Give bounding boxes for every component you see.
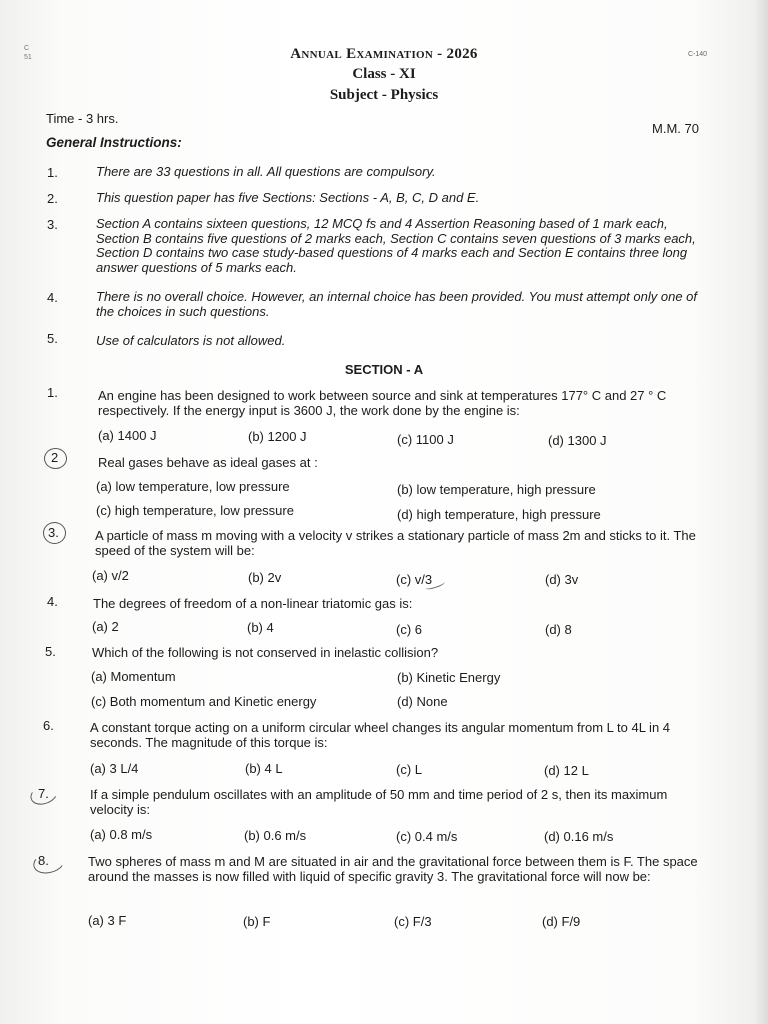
instruction-text: Section A contains sixteen questions, 12 MCQ fs and 4 Assertion Reasoning based of 1 mark each, Section B contains five questions of 2 marks each, Section C contains seven questions of 3 marks each, Section D contains two case study-based questions of 4 marks each and Section E contains three long answer questions of 5 marks each. [96, 216, 696, 275]
option-c: (c) 0.4 m/s [396, 829, 458, 844]
question-text: The degrees of freedom of a non-linear triatomic gas is: [93, 596, 413, 611]
option-a: (a) 0.8 m/s [90, 827, 153, 842]
option-a: (a) 3 F [88, 913, 127, 928]
question-number: 7. [38, 786, 49, 801]
exam-title: Annual Examination - 2026 [290, 46, 478, 62]
question-text: A constant torque acting on a uniform circular wheel changes its angular momentum from L to 4L in 4 seconds. The magnitude of this torque is: [90, 720, 671, 750]
option-b: (b) Kinetic Energy [397, 670, 501, 685]
option-d: (d) 1300 J [548, 433, 607, 448]
question-number: 6. [43, 718, 54, 733]
instruction-text: This question paper has five Sections: Sections - A, B, C, D and E. [96, 190, 480, 205]
instruction-number: 3. [47, 217, 58, 232]
option-c: (c) L [396, 762, 422, 777]
option-d: (d) 0.16 m/s [544, 829, 614, 844]
max-marks-label: M.M. 70 [652, 121, 699, 136]
option-c: (c) v/3 [396, 572, 433, 587]
margin-note: C 51 [24, 45, 32, 61]
class-heading: Class - XI [352, 66, 416, 82]
subject-heading: Subject - Physics [329, 87, 439, 103]
option-a: (a) low temperature, low pressure [96, 479, 290, 494]
option-a: (a) v/2 [92, 568, 129, 583]
question-number: 2 [51, 450, 59, 465]
paper-code: C-140 [688, 51, 708, 58]
instruction-number: 2. [47, 191, 58, 206]
option-b: (b) 4 [247, 620, 274, 635]
option-d: (d) None [397, 694, 448, 709]
option-b: (b) 2v [248, 570, 282, 585]
option-a: (a) 1400 J [98, 428, 157, 443]
question-number: 5. [45, 644, 56, 659]
option-c: (c) Both momentum and Kinetic energy [91, 694, 317, 709]
question-text: Which of the following is not conserved in inelastic collision? [92, 645, 439, 660]
option-c: (c) 1100 J [397, 432, 454, 447]
option-d: (d) 3v [545, 572, 579, 587]
section-heading: SECTION - A [344, 362, 424, 377]
option-a: (a) 3 L/4 [90, 761, 139, 776]
instruction-number: 4. [47, 290, 58, 305]
option-d: (d) 8 [545, 622, 572, 637]
question-text: If a simple pendulum oscillates with an amplitude of 50 mm and time period of 2 s, then its maximum velocity is: [90, 787, 668, 817]
answer-circle-mark [31, 848, 67, 877]
option-c: (c) 6 [396, 622, 422, 637]
option-d: (d) F/9 [542, 914, 581, 929]
option-c: (c) F/3 [394, 914, 432, 929]
instruction-number: 1. [47, 165, 58, 180]
time-label: Time - 3 hrs. [46, 111, 119, 126]
option-d: (d) 12 L [544, 763, 589, 778]
question-number: 8. [38, 853, 49, 868]
question-text: An engine has been designed to work between source and sink at temperatures 177° C and 27 ° C respectively. If the energy input is 3600 J, the work done by the engine is: [98, 388, 667, 418]
option-a: (a) Momentum [91, 669, 176, 684]
question-number: 3. [48, 525, 59, 540]
option-b: (b) 1200 J [248, 429, 307, 444]
question-text: Real gases behave as ideal gases at : [98, 455, 318, 470]
option-b: (b) low temperature, high pressure [397, 482, 596, 497]
option-b: (b) 4 L [245, 761, 283, 776]
option-c: (c) high temperature, low pressure [96, 503, 294, 518]
option-b: (b) 0.6 m/s [244, 828, 307, 843]
instruction-text: There is no overall choice. However, an internal choice has been provided. You must attempt only one of the choices in such questions. [96, 289, 698, 319]
question-text: A particle of mass m moving with a velocity v strikes a stationary particle of mass 2m and sticks to it. The speed of the system will be: [95, 528, 696, 558]
question-number: 4. [47, 594, 58, 609]
option-a: (a) 2 [92, 619, 119, 634]
instruction-text: There are 33 questions in all. All questions are compulsory. [96, 164, 436, 179]
instructions-heading: General Instructions: [46, 135, 182, 150]
option-d: (d) high temperature, high pressure [397, 507, 601, 522]
option-b: (b) F [243, 914, 271, 929]
instruction-number: 5. [47, 331, 58, 346]
question-text: Two spheres of mass m and M are situated in air and the gravitational force between them is F. The space around the masses is now filled with liquid of specific gravity 3. The gravitational force will now be: [88, 854, 698, 884]
instruction-text: Use of calculators is not allowed. [96, 333, 286, 348]
question-number: 1. [47, 385, 58, 400]
